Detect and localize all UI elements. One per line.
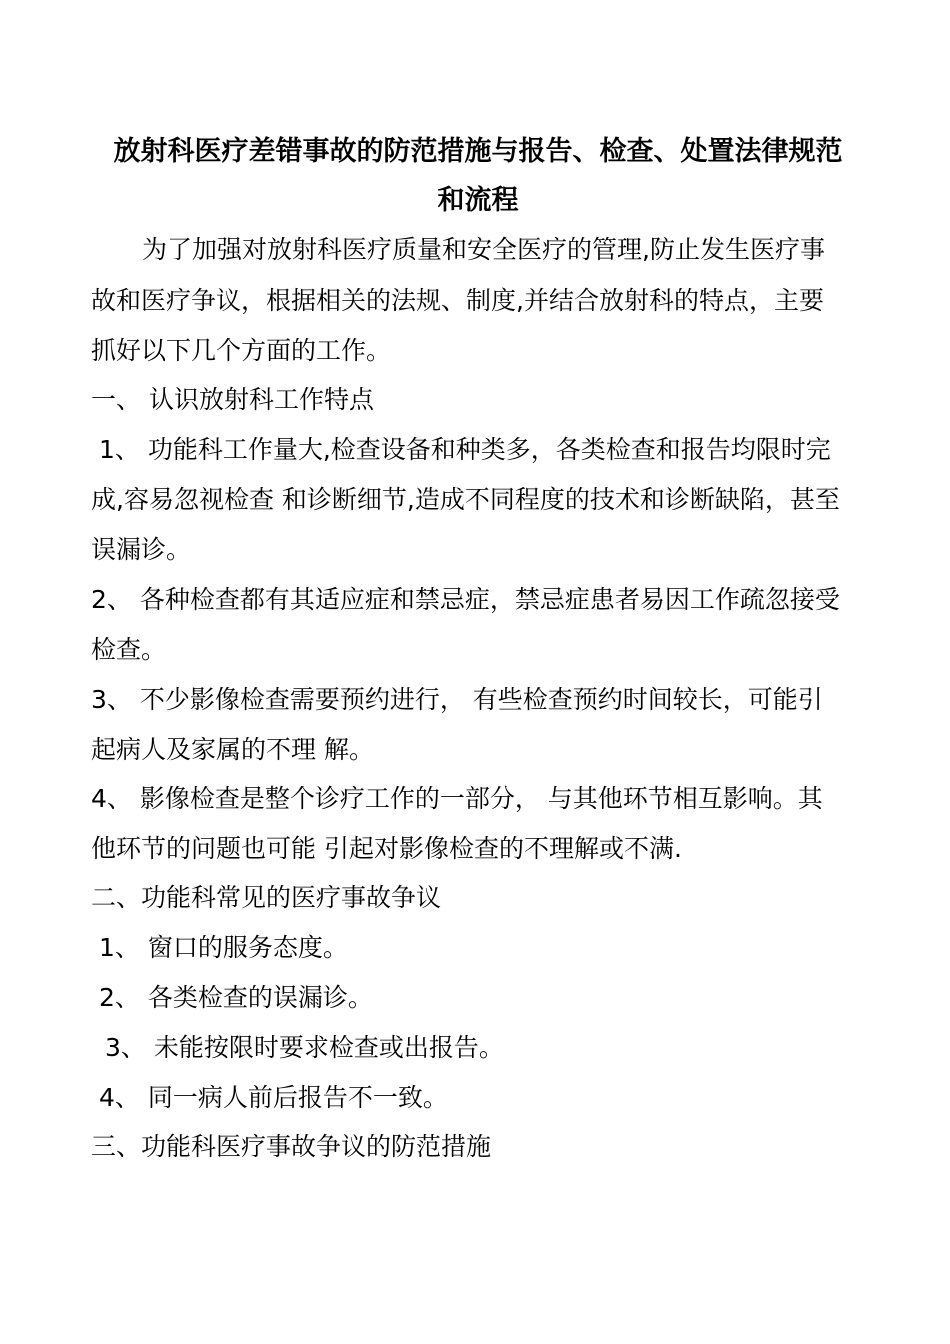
document-title-line-2: 和流程 bbox=[437, 185, 519, 216]
section-1-item-1-line-3: 误漏诊。 bbox=[91, 535, 192, 564]
intro-paragraph-line-2: 故和医疗争议，根据相关的法规、制度,并结合放射科的特点，主要 bbox=[91, 286, 824, 315]
section-1-item-4-line-2: 他环节的问题也可能 引起对影像检查的不理解或不满. bbox=[91, 834, 682, 863]
section-1-heading: 一、 认识放射科工作特点 bbox=[91, 385, 374, 414]
section-1-item-3-line-1: 3、 不少影像检查需要预约进行， 有些检查预约时间较长，可能引 bbox=[91, 685, 823, 714]
section-3-heading: 三、功能科医疗事故争议的防范措施 bbox=[91, 1132, 492, 1161]
intro-paragraph-line-3: 抓好以下几个方面的工作。 bbox=[91, 336, 392, 365]
section-1-item-4-line-1: 4、 影像检查是整个诊疗工作的一部分， 与其他环节相互影响。其 bbox=[91, 784, 823, 813]
section-1-item-3-line-2: 起病人及家属的不理 解。 bbox=[91, 735, 374, 764]
section-1-item-1-line-2: 成,容易忽视检查 和诊断细节,造成不同程度的技术和诊断缺陷，甚至 bbox=[91, 485, 840, 514]
section-2-item-4: 4、 同一病人前后报告不一致。 bbox=[99, 1083, 448, 1112]
section-1-item-2-line-1: 2、 各种检查都有其适应症和禁忌症，禁忌症患者易因工作疏忽接受 bbox=[91, 585, 840, 614]
section-2-item-1: 1、 窗口的服务态度。 bbox=[99, 933, 348, 962]
section-2-heading: 二、功能科常见的医疗事故争议 bbox=[91, 883, 442, 912]
section-1-item-2-line-2: 检查。 bbox=[91, 635, 167, 664]
section-2-item-3: 3、 未能按限时要求检查或出报告。 bbox=[105, 1033, 504, 1062]
section-1-item-1-line-1: 1、 功能科工作量大,检查设备和种类多，各类检查和报告均限时完 bbox=[99, 435, 831, 464]
section-2-item-2: 2、 各类检查的误漏诊。 bbox=[99, 983, 373, 1012]
document-title-line-1: 放射科医疗差错事故的防范措施与报告、检查、处置法律规范 bbox=[113, 136, 843, 167]
intro-paragraph-line-1: 为了加强对放射科医疗质量和安全医疗的管理,防止发生医疗事 bbox=[142, 235, 825, 264]
